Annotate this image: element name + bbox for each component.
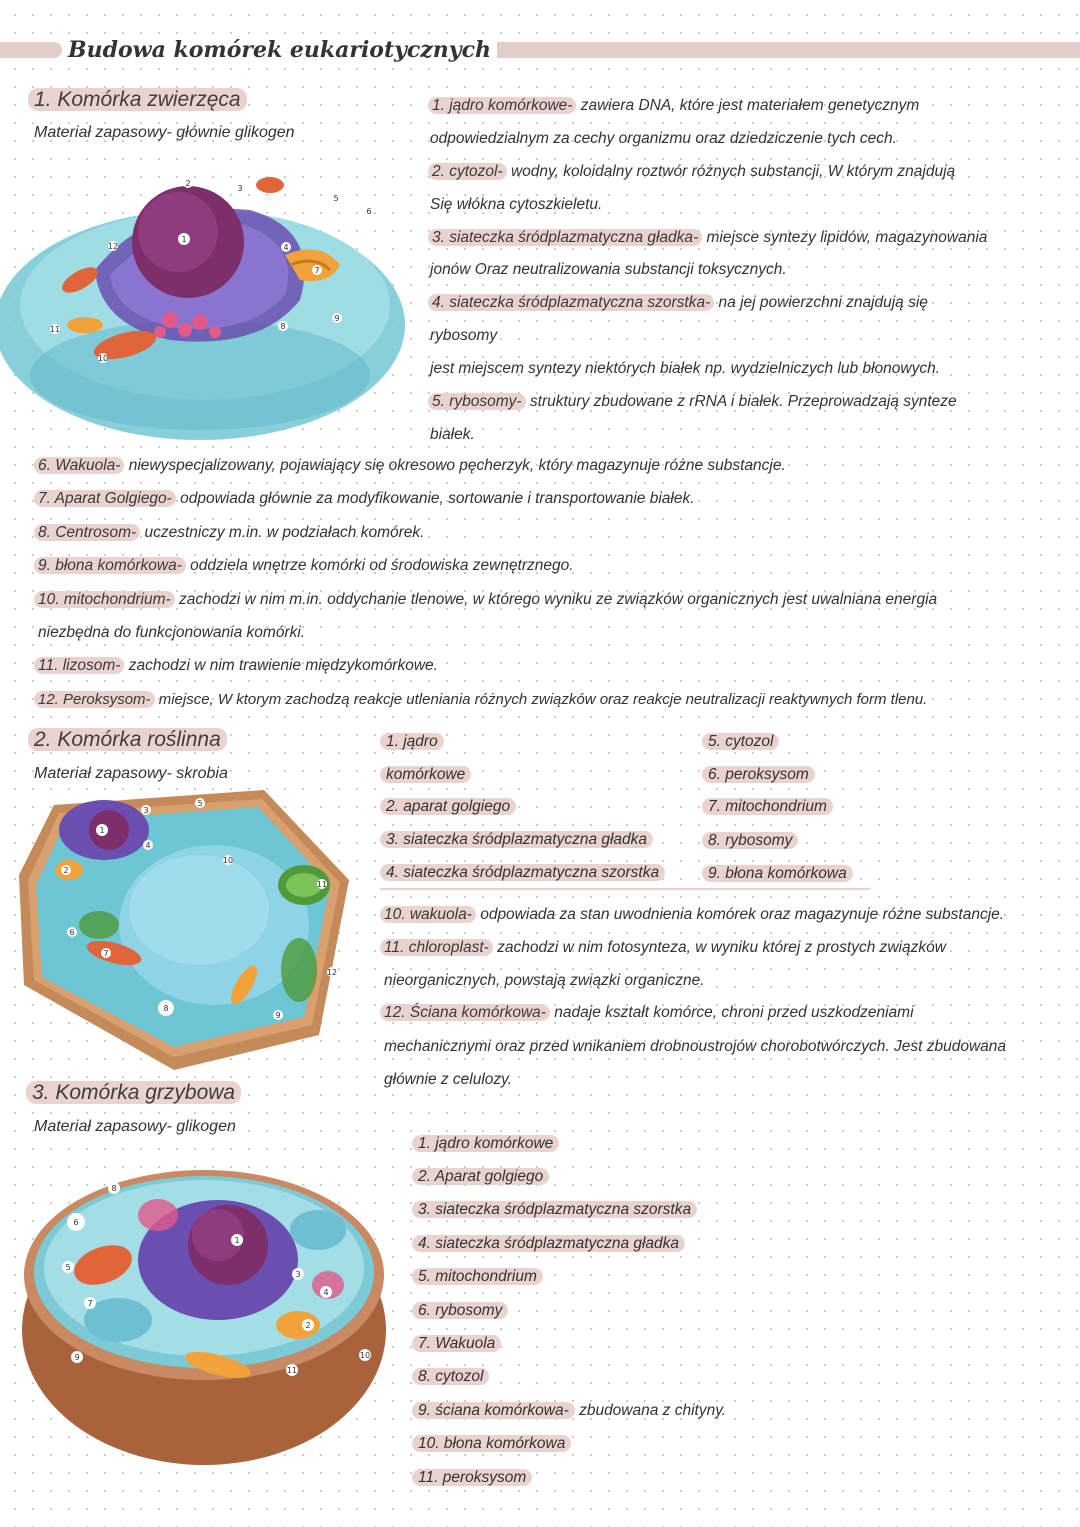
animal-cell-illustration xyxy=(0,160,420,450)
plant-label-7: 7 xyxy=(103,949,109,958)
animal-label-3: 3 xyxy=(237,184,243,193)
plant-heading: 2. Komórka roślinna xyxy=(28,728,227,752)
plant-legend-right-5: 9. błona komórkowa xyxy=(702,865,853,883)
plant-label-4: 4 xyxy=(145,841,151,850)
animal-item-2-line-2: Się włókna cytoszkieletu. xyxy=(430,196,603,213)
animal-item-5-line-1: 5. rybosomy- struktury zbudowane z rRNA i białek. Przeprowadzają synteze xyxy=(428,393,957,411)
fungus-legend-10: 10. błona komórkowa xyxy=(412,1435,571,1453)
plant-item-11-line-2: nieorganicznych, powstają związki organiczne. xyxy=(384,972,705,989)
animal-item-3-line-1: 3. siateczka śródplazmatyczna gładka- miejsce syntezy lipidów, magazynowania xyxy=(428,229,987,247)
fungus-label-1: 1 xyxy=(234,1236,240,1245)
fungus-legend-6: 6. rybosomy xyxy=(412,1302,508,1320)
animal-label-6: 6 xyxy=(366,207,372,216)
animal-label-5: 5 xyxy=(333,194,339,203)
animal-label-1: 1 xyxy=(181,235,187,244)
plant-cell-illustration xyxy=(14,785,354,1075)
plant-label-6: 6 xyxy=(69,928,75,937)
plant-label-9: 9 xyxy=(275,1011,281,1020)
fungus-legend-9: 9. ściana komórkowa- zbudowana z chityny. xyxy=(412,1402,726,1420)
animal-item-4-line-1: 4. siateczka śródplazmatyczna szorstka- na jej powierzchni znajdują się xyxy=(428,294,928,312)
plant-item-12-line-3: głównie z celulozy. xyxy=(384,1071,513,1088)
animal-item-10-line-1: 10. mitochondrium- zachodzi w nim m.in. oddychanie tlenowe, w którego wyniku ze związków organicznych jest uwalniana energia xyxy=(34,591,937,609)
plant-label-3: 3 xyxy=(143,806,149,815)
plant-label-1: 1 xyxy=(99,826,105,835)
fungus-legend-1: 1. jądro komórkowe xyxy=(412,1135,559,1153)
animal-label-10: 10 xyxy=(97,354,109,363)
animal-item-6: 6. Wakuola- niewyspecjalizowany, pojawiający się okresowo pęcherzyk, który magazynuje różne substancje. xyxy=(34,457,786,475)
plant-material: Materiał zapasowy- skrobia xyxy=(34,765,228,782)
animal-label-12: 12 xyxy=(107,242,119,251)
animal-item-1-line-2: odpowiedzialnym za cechy organizmu oraz dziedziczenie tych cech. xyxy=(430,130,897,147)
animal-label-4: 4 xyxy=(283,243,289,252)
fungus-label-2: 2 xyxy=(305,1321,311,1330)
animal-label-7: 7 xyxy=(314,266,320,275)
plant-legend-left-2: komórkowe xyxy=(380,766,471,784)
fungus-label-3: 3 xyxy=(295,1270,301,1279)
plant-label-8: 8 xyxy=(163,1004,169,1013)
animal-item-2-line-1: 2. cytozol- wodny, koloidalny roztwór różnych substancji, W którym znajdują xyxy=(428,163,955,181)
plant-item-11-line-1: 11. chloroplast- zachodzi w nim fotosynteza, w wyniku której z prostych związków xyxy=(380,939,946,957)
animal-item-10-line-2: niezbędna do funkcjonowania komórki. xyxy=(38,624,306,641)
animal-item-5-line-2: białek. xyxy=(430,426,475,443)
fungus-label-4: 4 xyxy=(323,1288,329,1297)
plant-item-10: 10. wakuola- odpowiada za stan uwodnienia komórek oraz magazynuje różne substancje. xyxy=(380,906,1004,924)
plant-legend-left-1: 1. jądro xyxy=(380,733,444,751)
plant-legend-left-5: 4. siateczka śródplazmatyczna szorstka xyxy=(380,864,665,882)
animal-label-11: 11 xyxy=(49,325,61,334)
page-title: Budowa komórek eukariotycznych xyxy=(66,37,497,63)
plant-item-12-line-1: 12. Ściana komórkowa- nadaje kształt komórce, chroni przed uszkodzeniami xyxy=(380,1004,914,1022)
animal-material: Materiał zapasowy- głównie glikogen xyxy=(34,124,295,141)
fungus-heading: 3. Komórka grzybowa xyxy=(26,1081,241,1105)
animal-item-1-line-1: 1. jądro komórkowe- zawiera DNA, które jest materiałem genetycznym xyxy=(428,97,919,115)
animal-item-7: 7. Aparat Golgiego- odpowiada głównie za modyfikowanie, sortowanie i transportowanie białek. xyxy=(34,490,695,508)
animal-label-9: 9 xyxy=(334,314,340,323)
plant-legend-right-2: 6. peroksysom xyxy=(702,766,815,784)
plant-label-11: 11 xyxy=(316,880,328,889)
title-bar-right xyxy=(486,42,1080,58)
animal-item-12: 12. Peroksysom- miejsce, W ktorym zachodzą reakcje utleniania różnych związków oraz reakcje neutralizacji reaktywnych form tlenu. xyxy=(34,691,927,708)
plant-label-10: 10 xyxy=(222,856,234,865)
animal-heading: 1. Komórka zwierzęca xyxy=(28,88,247,112)
animal-item-9: 9. błona komórkowa- oddziela wnętrze komórki od środowiska zewnętrznego. xyxy=(34,557,574,575)
fungus-legend-7: 7. Wakuola xyxy=(412,1335,501,1353)
plant-label-12: 12 xyxy=(326,968,338,977)
fungus-legend-8: 8. cytozol xyxy=(412,1368,489,1386)
plant-item-12-line-2: mechanicznymi oraz przed wnikaniem drobnoustrojów chorobotwórczych. Jest zbudowana xyxy=(384,1038,1007,1055)
plant-legend-right-4: 8. rybosomy xyxy=(702,832,798,850)
animal-label-2: 2 xyxy=(185,179,191,188)
plant-label-5: 5 xyxy=(197,799,203,808)
fungus-cell-illustration xyxy=(18,1160,390,1470)
fungus-legend-11: 11. peroksysom xyxy=(412,1469,532,1487)
fungus-material: Materiał zapasowy- glikogen xyxy=(34,1118,236,1135)
animal-item-4-line-3: jest miejscem syntezy niektórych białek np. wydzielniczych lub błonowych. xyxy=(430,360,940,377)
plant-label-2: 2 xyxy=(63,866,69,875)
animal-label-8: 8 xyxy=(280,322,286,331)
animal-item-3-line-2: jonów Oraz neutralizowania substancji toksycznych. xyxy=(430,261,787,278)
plant-legend-right-3: 7. mitochondrium xyxy=(702,798,833,816)
fungus-label-8: 8 xyxy=(111,1184,117,1193)
fungus-legend-4: 4. siateczka śródplazmatyczna gładka xyxy=(412,1235,685,1253)
fungus-legend-5: 5. mitochondrium xyxy=(412,1268,543,1286)
animal-item-4-line-2: rybosomy xyxy=(430,327,498,344)
animal-item-8: 8. Centrosom- uczestniczy m.in. w podziałach komórek. xyxy=(34,524,424,542)
animal-item-11: 11. lizosom- zachodzi w nim trawienie międzykomórkowe. xyxy=(34,657,438,675)
title-bar-left xyxy=(0,42,62,58)
fungus-label-5: 5 xyxy=(65,1263,71,1272)
fungus-legend-2: 2. Aparat golgiego xyxy=(412,1168,549,1186)
fungus-label-7: 7 xyxy=(87,1299,93,1308)
fungus-label-9: 9 xyxy=(74,1353,80,1362)
fungus-label-6: 6 xyxy=(73,1218,79,1227)
fungus-label-10: 10 xyxy=(359,1351,371,1360)
plant-legend-left-4: 3. siateczka śródplazmatyczna gładka xyxy=(380,831,653,849)
plant-legend-right-1: 5. cytozol xyxy=(702,733,779,751)
plant-legend-left-3: 2. aparat golgiego xyxy=(380,798,516,816)
fungus-legend-3: 3. siateczka śródplazmatyczna szorstka xyxy=(412,1201,697,1219)
fungus-label-11: 11 xyxy=(286,1366,298,1375)
plant-legend-underline xyxy=(380,888,870,890)
